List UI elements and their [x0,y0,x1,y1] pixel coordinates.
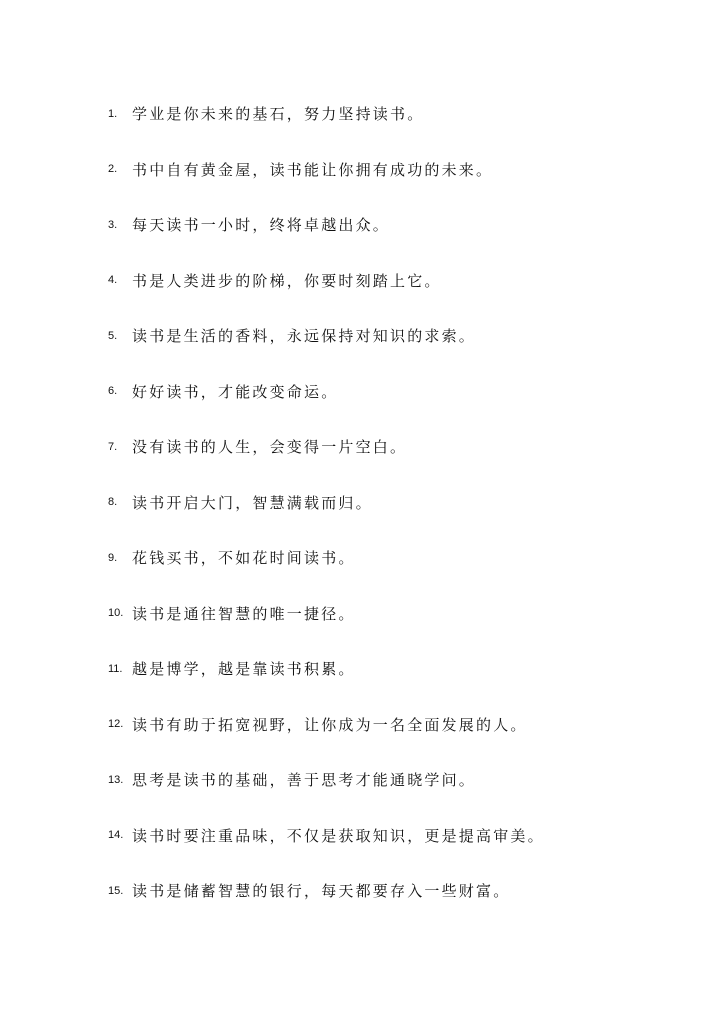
list-item [108,863,545,919]
list-item [108,364,545,420]
list-item [108,197,545,253]
list-item [108,308,545,364]
slogan-list [108,86,545,919]
item-number: 6. [108,385,118,398]
item-number: 10. [108,607,124,620]
item-number: 7. [108,440,118,453]
item-text: 读书是储蓄智慧的银行，每天都要存入一些财富。 [132,882,511,901]
item-text: 书中自有黄金屋，读书能让你拥有成功的未来。 [132,160,494,179]
list-item [108,253,545,309]
item-text: 读书是通往智慧的唯一捷径。 [132,604,356,623]
item-number: 5. [108,329,118,342]
list-item [108,752,545,808]
item-text: 读书时要注重品味，不仅是获取知识，更是提高审美。 [132,826,545,845]
list-item [108,142,545,198]
item-text: 书是人类进步的阶梯，你要时刻踏上它。 [132,271,442,290]
item-text: 思考是读书的基础，善于思考才能通晓学问。 [132,771,477,790]
list-item [108,808,545,864]
item-text: 花钱买书，不如花时间读书。 [132,549,356,568]
item-text: 好好读书，才能改变命运。 [132,382,339,401]
item-number: 13. [108,773,124,786]
list-item [108,530,545,586]
item-number: 12. [108,718,124,731]
item-text: 没有读书的人生，会变得一片空白。 [132,438,408,457]
item-text: 读书有助于拓宽视野，让你成为一名全面发展的人。 [132,715,528,734]
item-text: 读书是生活的香料，永远保持对知识的求索。 [132,327,477,346]
item-number: 4. [108,274,118,287]
item-number: 11. [108,662,123,675]
item-number: 2. [108,163,118,176]
list-item [108,586,545,642]
item-text: 读书开启大门，智慧满载而归。 [132,493,373,512]
list-item [108,475,545,531]
item-number: 8. [108,496,118,509]
list-item [108,419,545,475]
item-text: 学业是你未来的基石，努力坚持读书。 [132,105,425,124]
item-text: 越是博学，越是靠读书积累。 [132,660,356,679]
list-item [108,697,545,753]
list-item [108,86,545,142]
item-number: 9. [108,551,118,564]
item-number: 15. [108,884,124,897]
item-text: 每天读书一小时，终将卓越出众。 [132,216,391,235]
item-number: 14. [108,829,124,842]
item-number: 3. [108,218,118,231]
item-number: 1. [108,107,118,120]
list-item [108,641,545,697]
